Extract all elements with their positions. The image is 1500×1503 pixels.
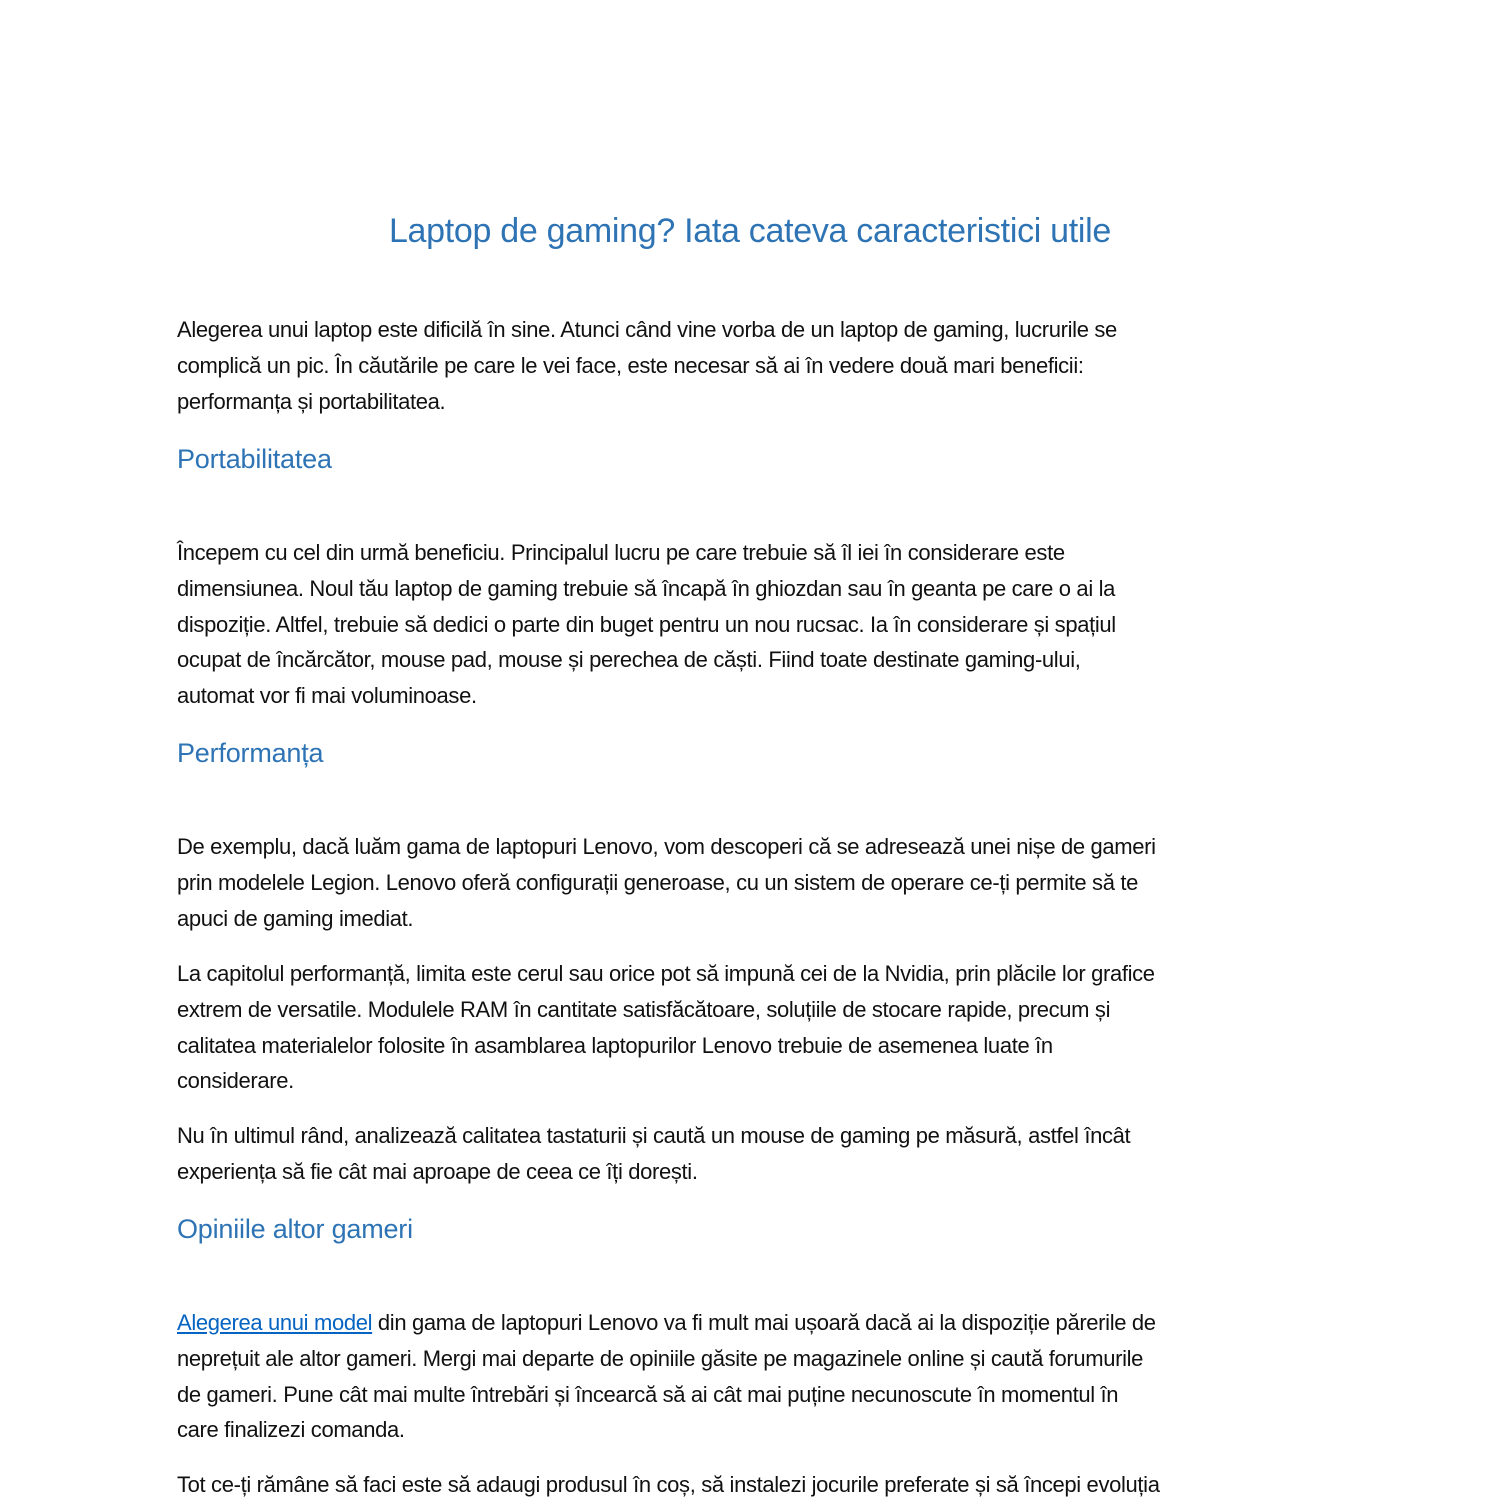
text-line: apuci de gaming imediat. <box>177 905 414 931</box>
text-segment: din gama de laptopuri Lenovo va fi mult mai ușoară dacă ai la dispoziție părerile de <box>372 1310 1156 1335</box>
text-line: La capitolul performanță, limita este cerul sau orice pot să impună cei de la Nvidia, prin plăcile lor grafice <box>177 961 1155 986</box>
paragraph <box>177 829 1156 936</box>
text-line: dimensiunea. Noul tău laptop de gaming trebuie să încapă în ghiozdan sau în geanta pe care o ai la <box>177 575 1116 601</box>
text-line: performanța și portabilitatea. <box>177 388 446 414</box>
text-line: De exemplu, dacă luăm gama de laptopuri Lenovo, vom descoperi că se adresează unei nișe de gameri <box>177 834 1156 859</box>
alegerea-unui-model-link[interactable]: Alegerea unui model <box>177 1310 373 1335</box>
text-line: considerare. <box>177 1068 294 1094</box>
text-line: calitatea materialelor folosite în asamblarea laptopurilor Lenovo trebuie de asemenea luate în <box>177 1032 1053 1058</box>
paragraph <box>177 1467 1160 1503</box>
text-line: Tot ce-ți rămâne să faci este să adaugi produsul în coș, să instalezi jocurile preferate și să începi evoluția <box>177 1472 1160 1497</box>
heading-opiniile-altor-gameri: Opiniile altor gameri <box>177 1214 413 1244</box>
text-line: prin modelele Legion. Lenovo oferă configurații generoase, cu un sistem de operare ce-ți permite să te <box>177 869 1138 895</box>
text-line: Alegerea unui laptop este dificilă în sine. Atunci când vine vorba de un laptop de gaming, lucrurile se <box>177 317 1117 342</box>
text-line: de gameri. Pune cât mai multe întrebări și încearcă să ai cât mai puține necunoscute în momentul în <box>177 1381 1119 1407</box>
text-line: neprețuit ale altor gameri. Mergi mai departe de opiniile găsite pe magazinele online și caută forumurile <box>177 1345 1144 1371</box>
heading-portabilitatea: Portabilitatea <box>177 444 332 474</box>
text-line: Începem cu cel din urmă beneficiu. Principalul lucru pe care trebuie să îl iei în considerare este <box>177 540 1065 565</box>
paragraph <box>177 535 1116 714</box>
text-line: Nu în ultimul rând, analizează calitatea tastaturii și caută un mouse de gaming pe măsură, astfel încât <box>177 1123 1131 1148</box>
paragraph <box>177 956 1155 1099</box>
document-title: Laptop de gaming? Iata cateva caracteristici utile <box>388 212 1112 250</box>
text-line: dispoziție. Altfel, trebuie să dedici o parte din buget pentru un nou rucsac. Ia în considerare și spațiul <box>177 611 1116 637</box>
text-line: care finalizezi comanda. <box>177 1417 405 1443</box>
heading-performanta: Performanța <box>177 738 324 768</box>
text-line: extrem de versatile. Modulele RAM în cantitate satisfăcătoare, soluțiile de stocare rapide, precum și <box>177 996 1111 1022</box>
text-line: complică un pic. În căutările pe care le vei face, este necesar să ai în vedere două mari beneficii: <box>177 352 1084 378</box>
text-line <box>177 1305 1156 1341</box>
paragraph <box>177 1118 1130 1190</box>
paragraph <box>177 1305 1156 1448</box>
text-line: experiența să fie cât mai aproape de ceea ce îți dorești. <box>177 1158 698 1184</box>
text-line: automat vor fi mai voluminoase. <box>177 683 477 709</box>
text-line: ocupat de încărcător, mouse pad, mouse și perechea de căști. Fiind toate destinate gaming-ului, <box>177 647 1081 673</box>
intro-paragraph <box>177 312 1117 419</box>
